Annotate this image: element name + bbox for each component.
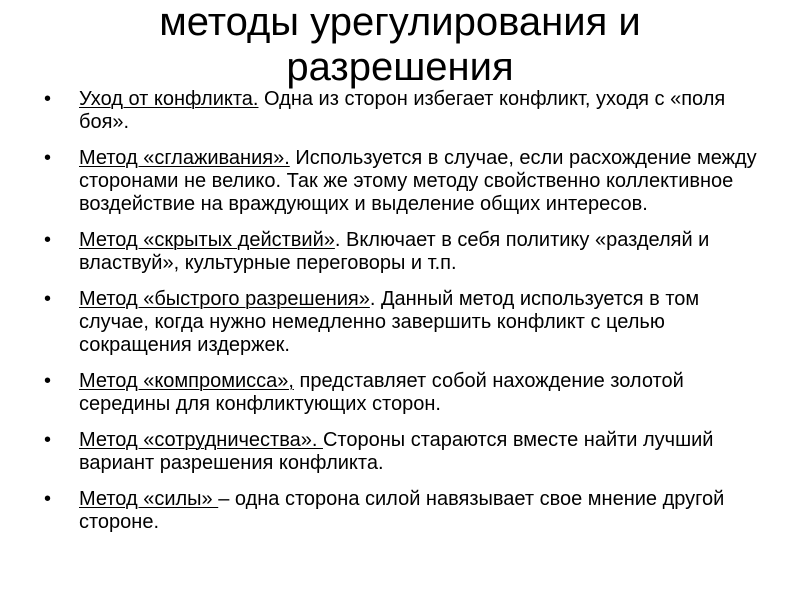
bullet-icon: • (44, 370, 52, 392)
method-item-hidden-actions (44, 229, 760, 275)
method-item-compromise (44, 370, 760, 416)
method-item-force (44, 488, 760, 534)
method-name: Метод «силы» (79, 488, 219, 510)
method-description: Стороны стараются вместе найти лучший вариант разрешения конфликта. (79, 429, 714, 474)
method-description: Используется в случае, если расхождение между сторонами не велико. Так же этому методу свойственно коллективное воздействие на враждующих и выделение общих интересов. (79, 147, 757, 215)
bullet-icon: • (44, 88, 52, 110)
method-item-quick-resolution (44, 288, 760, 357)
method-name: Метод «компромисса», (79, 370, 294, 392)
slide-title: методы урегулирования и разрешения (159, 0, 641, 89)
bullet-icon: • (44, 429, 52, 451)
method-item-smoothing (44, 147, 760, 216)
methods-list (44, 88, 760, 547)
method-description: – одна сторона силой навязывает свое мнение другой стороне. (79, 488, 725, 533)
bullet-icon: • (44, 147, 52, 169)
bullet-icon: • (44, 488, 52, 510)
method-name: Метод «скрытых действий» (79, 229, 335, 251)
method-description: . Включает в себя политику «разделяй и властвуй», культурные переговоры и т.п. (79, 229, 710, 274)
method-item-cooperation (44, 429, 760, 475)
method-description: . Данный метод используется в том случае, когда нужно немедленно завершить конфликт с целью сокращения издержек. (79, 288, 700, 356)
bullet-icon: • (44, 288, 52, 310)
method-name: Метод «сглаживания». (79, 147, 290, 169)
method-name: Уход от конфликта. (79, 88, 259, 110)
method-name: Метод «быстрого разрешения» (79, 288, 370, 310)
method-item-withdrawal (44, 88, 760, 134)
method-description: Одна из сторон избегает конфликт, уходя с «поля боя». (79, 88, 726, 133)
method-name: Метод «сотрудничества». (79, 429, 323, 451)
method-description: представляет собой нахождение золотой середины для конфликтующих сторон. (79, 370, 684, 415)
bullet-icon: • (44, 229, 52, 251)
